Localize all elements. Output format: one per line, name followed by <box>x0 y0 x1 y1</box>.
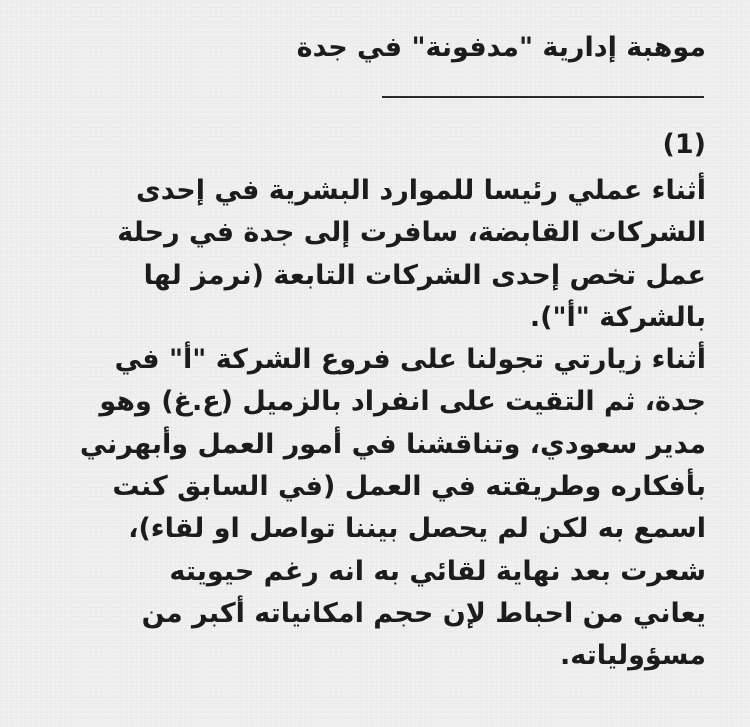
text-line: شعرت بعد نهاية لقائي به انه رغم حيويته <box>169 555 706 587</box>
section-number: (1) <box>662 129 706 160</box>
text-line: بأفكاره وطريقته في العمل (في السابق كنت <box>112 471 706 503</box>
text-line: بالشركة "أ"). <box>529 301 706 333</box>
text-line: الشركات القابضة، سافرت إلى جدة في رحلة <box>117 217 706 249</box>
title-divider <box>382 96 704 98</box>
text-line: أثناء عملي رئيسا للموارد البشرية في إحدى <box>135 175 706 206</box>
text-line: مدير سعودي، وتناقشنا في أمور العمل وأبهرني <box>79 428 706 460</box>
text-line: عمل تخص إحدى الشركات التابعة (نرمز لها <box>143 259 706 291</box>
text-line: يعاني من احباط لإن حجم امكانياته أكبر من <box>141 597 706 629</box>
text-line: جدة، ثم التقيت على انفراد بالزميل (ع.غ) وهو <box>99 386 706 418</box>
document-title: موهبة إدارية "مدفونة" في جدة <box>296 32 706 63</box>
text-line: اسمع به لكن لم يحصل بيننا تواصل او لقاء)، <box>128 513 706 545</box>
body-paragraph <box>50 170 706 678</box>
text-line: أثناء زيارتي تجولنا على فروع الشركة "أ" في <box>114 344 706 376</box>
text-line: مسؤولياته. <box>560 640 706 672</box>
